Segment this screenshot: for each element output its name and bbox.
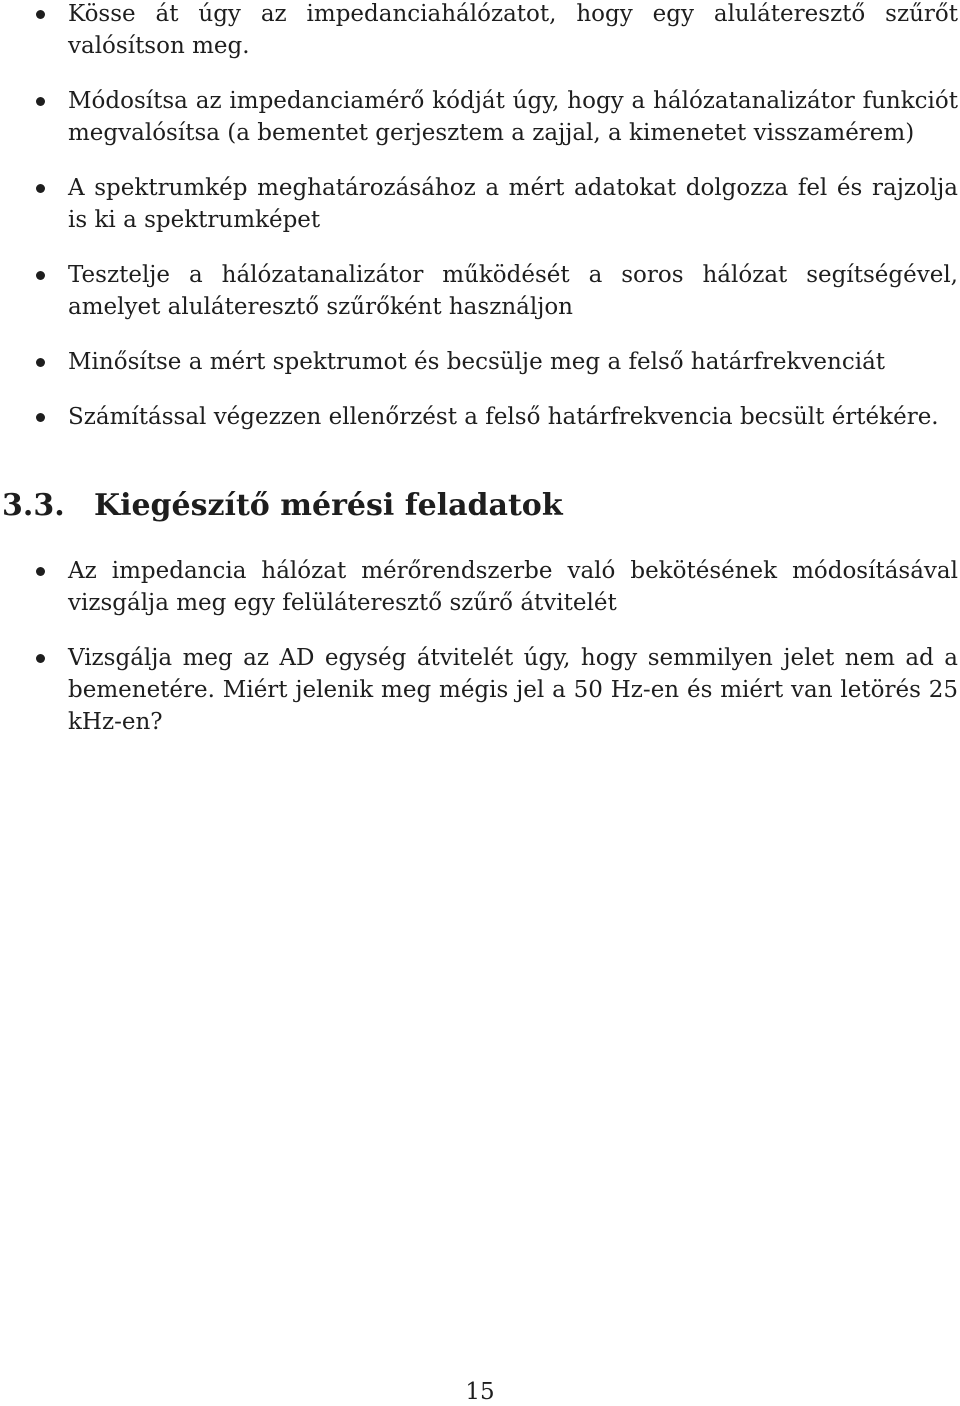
list-item-text: Vizsgálja meg az AD egység átvitelét úgy, hogy semmilyen jelet nem ad a bemenetére. Miért jelenik meg mégis jel a 50 Hz-en és miért van letörés 25 kHz-en? [68,645,958,735]
list-item-text: A spektrumkép meghatározásához a mért adatokat dolgozza fel és rajzolja is ki a spektrumképet [68,175,958,233]
bullet-icon [36,567,45,576]
list-item [0,346,960,378]
bullet-icon [36,10,45,19]
bullet-icon [36,358,45,367]
page-number: 15 [465,1379,495,1405]
list-item-text: Kösse át úgy az impedanciahálózatot, hogy egy aluláteresztő szűrőt valósítson meg. [68,1,958,59]
bullet-icon [36,271,45,280]
list-item [0,85,960,149]
bullet-icon [36,97,45,106]
list-item [0,259,960,323]
list-item-text: Minősítse a mért spektrumot és becsülje meg a felső határfrekvenciát [68,349,886,375]
bullet-icon [36,184,45,193]
list-item [0,0,960,62]
section-heading [2,486,563,526]
list-item [0,642,960,738]
list-item [0,172,960,236]
bullet-icon [36,413,45,422]
list-item-text: Az impedancia hálózat mérőrendszerbe való bekötésének módosításával vizsgálja meg egy felüláteresztő szűrő átvitelét [68,558,958,616]
section-title: Kiegészítő mérési feladatok [94,488,563,523]
list-item-text: Módosítsa az impedanciamérő kódját úgy, hogy a hálózatanalizátor funkciót megvalósítsa (a bementet gerjesztem a zajjal, a kimenetet visszamérem) [68,88,958,146]
task-list [0,0,960,433]
supplementary-task-list [0,555,960,738]
list-item [0,401,960,433]
list-item-text: Számítással végezzen ellenőrzést a felső határfrekvencia becsült értékére. [68,404,939,430]
bullet-icon [36,654,45,663]
list-item-text: Tesztelje a hálózatanalizátor működését a soros hálózat segítségével, amelyet aluláteresztő szűrőként használjon [68,262,958,320]
section-number: 3.3. [2,488,65,523]
list-item [0,555,960,619]
